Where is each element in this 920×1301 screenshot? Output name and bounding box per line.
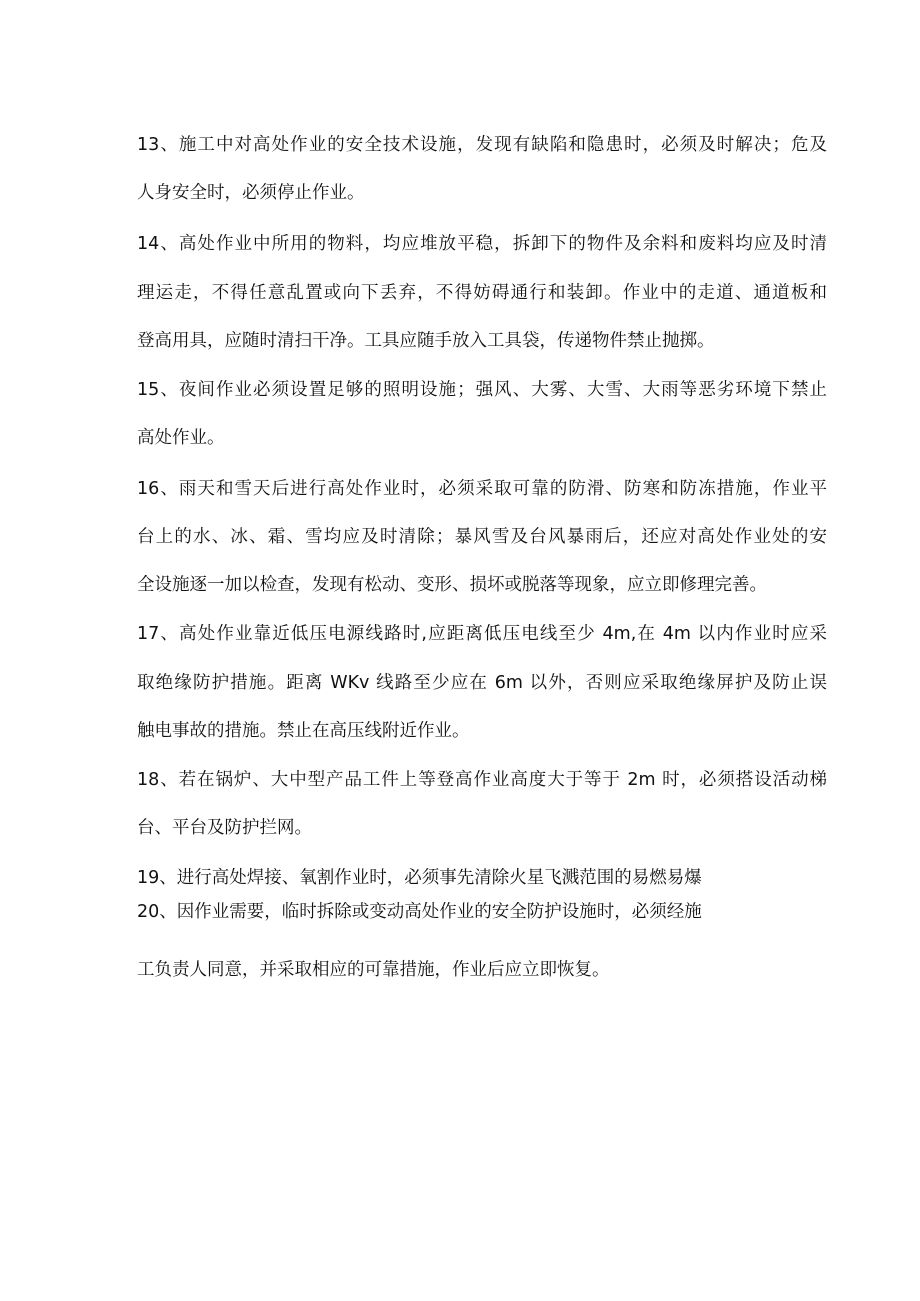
item-13-line-2: 人身安全时，必须停止作业。	[137, 183, 365, 203]
item-18-line-2: 台、平台及防护拦网。	[137, 818, 312, 838]
item-19-line-1: 19、进行高处焊接、氧割作业时，必须事先清除火星飞溅范围的易燃易爆	[137, 868, 702, 888]
item-14-line-1: 14、高处作业中所用的物料，均应堆放平稳，拆卸下的物件及余料和废料均应及时清	[137, 234, 827, 254]
item-14-line-2: 理运走，不得任意乱置或向下丢弃，不得妨碍通行和装卸。作业中的走道、通道板和	[137, 283, 827, 303]
item-13-line-1: 13、施工中对高处作业的安全技术设施，发现有缺陷和隐患时，必须及时解决；危及	[137, 135, 827, 155]
item-18-line-1: 18、若在锅炉、大中型产品工件上等登高作业高度大于等于 2m 时，必须搭设活动梯	[137, 770, 827, 790]
item-17-line-2: 取绝缘防护措施。距离 WKv 线路至少应在 6m 以外，否则应采取绝缘屏护及防止误	[137, 673, 827, 693]
item-15-line-2: 高处作业。	[137, 428, 225, 448]
item-17-line-3: 触电事故的措施。禁止在高压线附近作业。	[137, 721, 470, 741]
item-16-line-2: 台上的水、冰、霜、雪均应及时清除；暴风雪及台风暴雨后，还应对高处作业处的安	[137, 527, 827, 547]
item-17-line-1: 17、高处作业靠近低压电源线路时,应距离低压电线至少 4m,在 4m 以内作业时应采	[137, 624, 827, 644]
item-20-line-1: 20、因作业需要，临时拆除或变动高处作业的安全防护设施时，必须经施	[137, 902, 702, 922]
item-16-line-1: 16、雨天和雪天后进行高处作业时，必须采取可靠的防滑、防寒和防冻措施，作业平	[137, 479, 827, 499]
item-15-line-1: 15、夜间作业必须设置足够的照明设施；强风、大雾、大雪、大雨等恶劣环境下禁止	[137, 380, 827, 400]
item-14-line-3: 登高用具，应随时清扫干净。工具应随手放入工具袋，传递物件禁止抛掷。	[137, 331, 715, 351]
item-20-line-2: 工负责人同意，并采取相应的可靠措施，作业后应立即恢复。	[137, 960, 610, 980]
item-16-line-3: 全设施逐一加以检查，发现有松动、变形、损坏或脱落等现象，应立即修理完善。	[137, 575, 767, 595]
